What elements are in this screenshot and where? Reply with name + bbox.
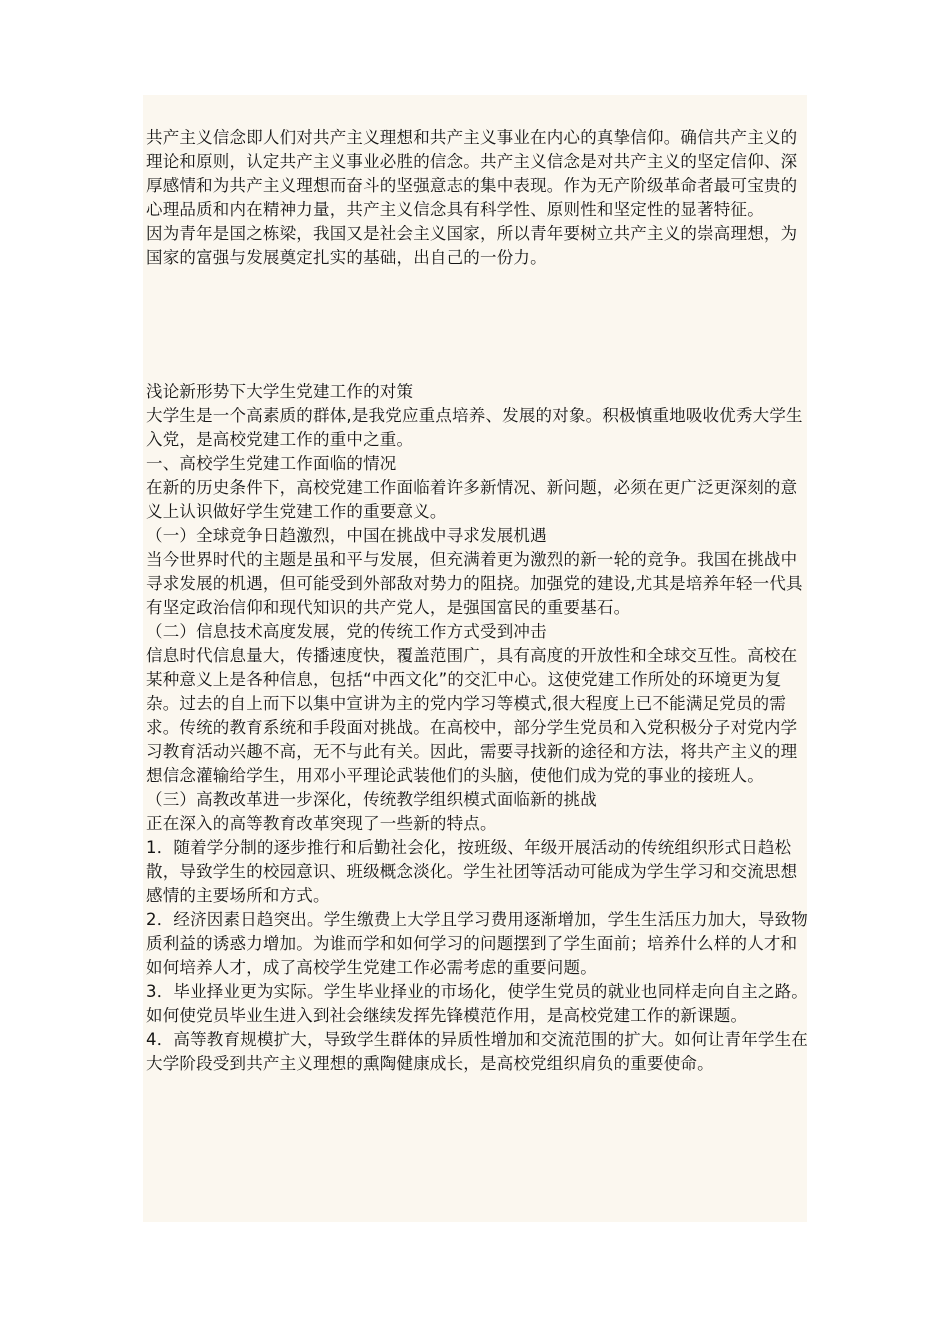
- subsection-heading: （三）高教改革进一步深化，传统教学组织模式面临新的挑战: [146, 790, 597, 809]
- section-heading: 一、高校学生党建工作面临的情况: [146, 454, 397, 473]
- list-item: 4．高等教育规模扩大，导致学生群体的异质性增加和交流范围的扩大。如何让青年学生在大学阶段受到共产主义理想的熏陶健康成长，是高校党组织肩负的重要使命。: [146, 1030, 808, 1073]
- paragraph: 正在深入的高等教育改革突现了一些新的特点。: [146, 814, 497, 833]
- list-item: 2．经济因素日趋突出。学生缴费上大学且学习费用逐渐增加，学生生活压力加大，导致物质利益的诱惑力增加。为谁而学和如何学习的问题摆到了学生面前；培养什么样的人才和如何培养人才，成了高校学生党建工作必需考虑的重要问题。: [146, 910, 808, 977]
- paragraph: 共产主义信念即人们对共产主义理想和共产主义事业在内心的真挚信仰。确信共产主义的理论和原则，认定共产主义事业必胜的信念。共产主义信念是对共产主义的坚定信仰、深厚感情和为共产主义理想而奋斗的坚强意志的集中表现。作为无产阶级革命者最可宝贵的心理品质和内在精神力量，共产主义信念具有科学性、原则性和坚定性的显著特征。: [146, 128, 798, 219]
- paragraph: 大学生是一个高素质的群体,是我党应重点培养、发展的对象。积极慎重地吸收优秀大学生入党，是高校党建工作的重中之重。: [146, 406, 803, 449]
- article-title: 浅论新形势下大学生党建工作的对策: [146, 382, 414, 401]
- paragraph: 当今世界时代的主题是虽和平与发展，但充满着更为激烈的新一轮的竞争。我国在挑战中寻求发展的机遇，但可能受到外部敌对势力的阻挠。加强党的建设,尤其是培养年轻一代具有坚定政治信仰和现代知识的共产党人，是强国富民的重要基石。: [146, 550, 803, 617]
- paragraph: 在新的历史条件下，高校党建工作面临着许多新情况、新问题，必须在更广泛更深刻的意义上认识做好学生党建工作的重要意义。: [146, 478, 798, 521]
- subsection-heading: （二）信息技术高度发展，党的传统工作方式受到冲击: [146, 622, 547, 641]
- party-building-article: [146, 380, 810, 1076]
- list-item: 1．随着学分制的逐步推行和后勤社会化，按班级、年级开展活动的传统组织形式日趋松散，导致学生的校园意识、班级概念淡化。学生社团等活动可能成为学生学习和交流思想感情的主要场所和方式。: [146, 838, 798, 905]
- communist-belief-section: [146, 126, 810, 270]
- list-item: 3．毕业择业更为实际。学生毕业择业的市场化，使学生党员的就业也同样走向自主之路。如何使党员毕业生进入到社会继续发挥先锋模范作用，是高校党建工作的新课题。: [146, 982, 808, 1025]
- subsection-heading: （一）全球竞争日趋激烈，中国在挑战中寻求发展机遇: [146, 526, 547, 545]
- paragraph: 因为青年是国之栋梁，我国又是社会主义国家，所以青年要树立共产主义的崇高理想，为国家的富强与发展奠定扎实的基础，出自己的一份力。: [146, 224, 798, 267]
- paragraph: 信息时代信息量大，传播速度快，覆盖范围广，具有高度的开放性和全球交互性。高校在某种意义上是各种信息，包括“中西文化”的交汇中心。这使党建工作所处的环境更为复杂。过去的自上而下以集中宣讲为主的党内学习等模式,很大程度上已不能满足党员的需求。传统的教育系统和手段面对挑战。在高校中，部分学生党员和入党积极分子对党内学习教育活动兴趣不高，无不与此有关。因此，需要寻找新的途径和方法，将共产主义的理想信念灌输给学生，用邓小平理论武装他们的头脑，使他们成为党的事业的接班人。: [146, 646, 798, 785]
